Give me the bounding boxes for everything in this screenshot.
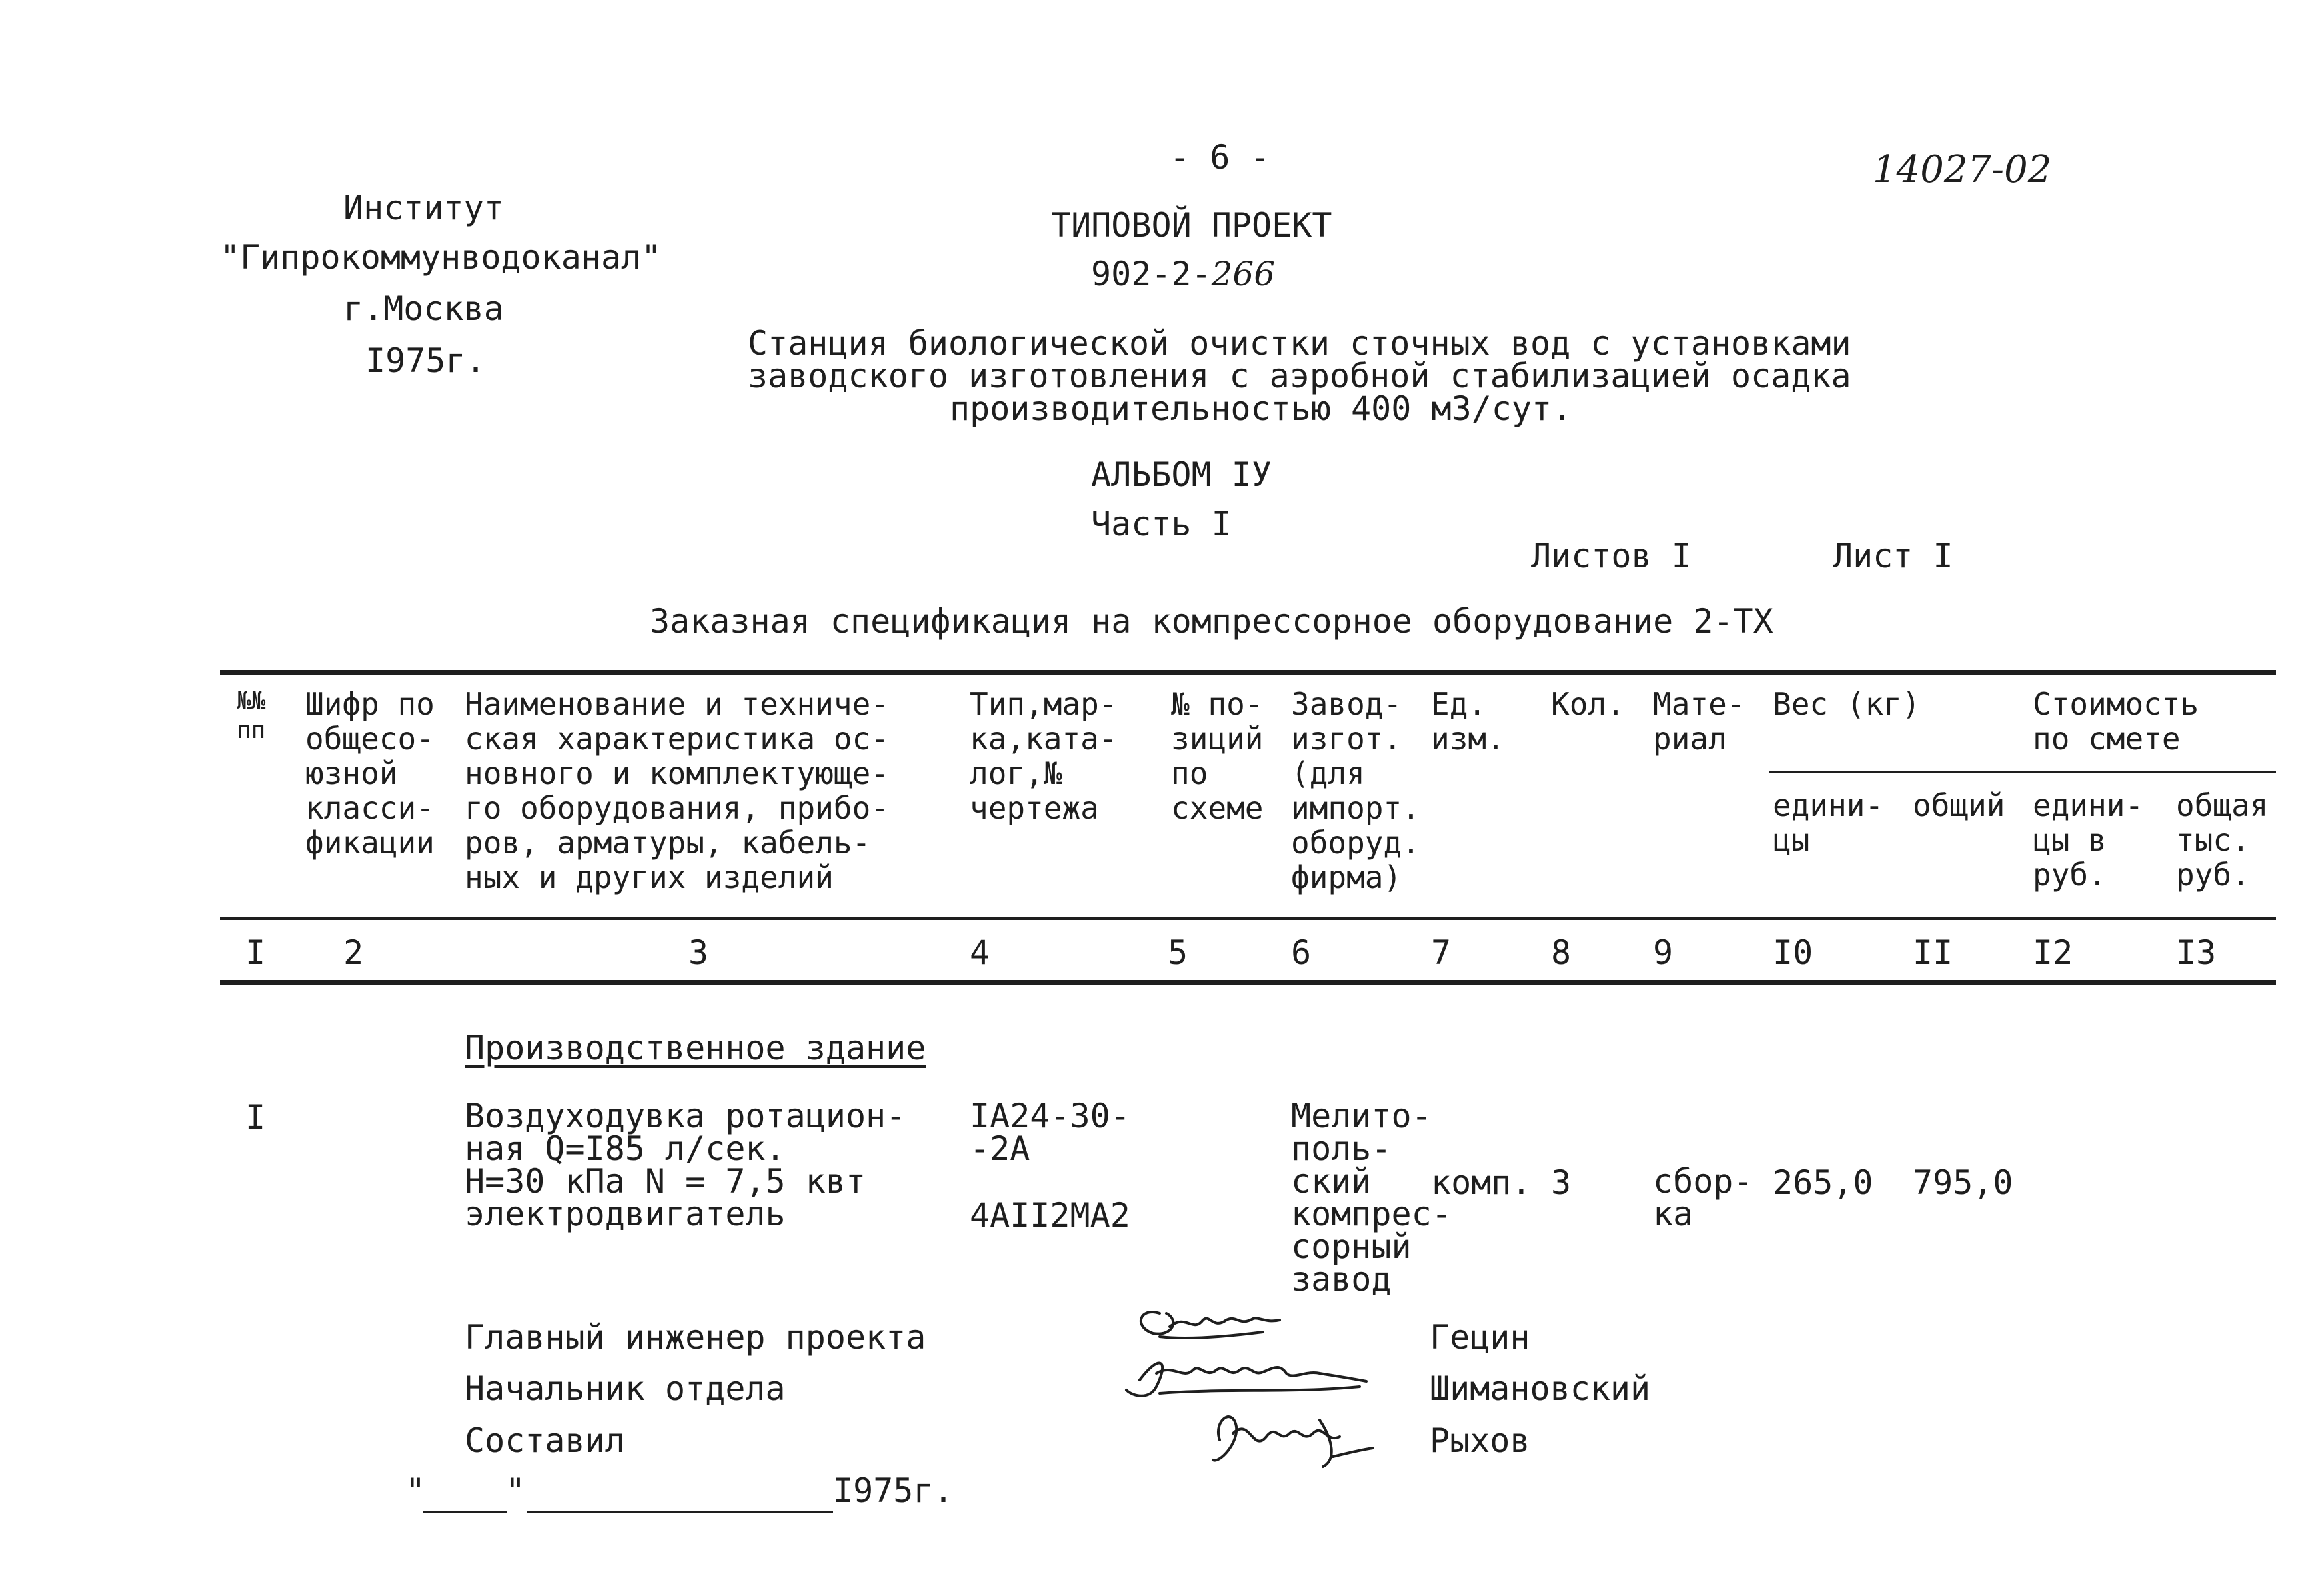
column-number: II [1913,933,1953,972]
project-number-prefix: 902-2- [1091,255,1212,293]
page-number: - 6 - [1170,138,1270,177]
project-number-suffix: 266 [1211,255,1276,293]
row-qty: 3 [1551,1163,1572,1202]
signature-name: Рыхов [1430,1421,1530,1460]
column-number: 5 [1168,933,1188,972]
subheader-cost-total: общая тыс. руб. [2176,787,2269,893]
subheader-cost-unit: едини- цы в руб. [2033,787,2144,893]
signature-name: Шимановский [1430,1369,1651,1408]
table-top-rule [220,670,2276,675]
album: АЛЬБОМ IУ [1091,455,1272,494]
row-unit: комп. [1431,1163,1532,1202]
column-numbers-rule [220,980,2276,985]
header-factory: Завод- изгот. (для импорт. оборуд. фирма) [1291,686,1420,895]
header-name: Наименование и техниче- ская характеристика ос- новного и комплектующе- го оборудования, прибо- ров, арматуры, кабель- ных и других изделий [465,686,889,895]
sheet-number: Лист I [1833,537,1953,575]
date-day-blank [423,1511,507,1513]
row-weight-total: 795,0 [1913,1163,2013,1202]
row-type-motor: 4АII2МА2 [970,1196,1130,1235]
date-quote-close: " [505,1471,526,1510]
signature-name: Гецин [1430,1318,1530,1357]
date-quote-open: " [405,1471,426,1510]
date-year: I975г. [833,1471,954,1510]
column-number: 4 [970,933,990,972]
subheader-rule [1769,771,2276,773]
row-factory: Мелито- поль- ский компрес- сорный завод [1291,1097,1452,1299]
project-title-line-3: производительностью 400 м3/сут. [950,389,1572,428]
column-number: 7 [1431,933,1452,972]
project-title-line-1: Станция биологической очистки сточных вод с установками [748,324,1851,363]
document-code: 14027-02 [1873,148,2052,191]
institute-label: Институт [343,189,504,227]
header-cost: Стоимость по смете [2033,686,2199,757]
row-type-blower: IA24-30- -2А [970,1097,1130,1168]
column-number: I2 [2033,933,2073,972]
header-type: Тип,мар- ка,ката- лог,№ чертежа [970,686,1118,826]
row-weight-unit: 265,0 [1773,1163,1873,1202]
header-code: Шифр по общесо- юзной класси- фикации [305,686,435,861]
header-qty: Кол. [1551,686,1625,722]
subheader-weight-unit: едини- цы [1773,787,1884,858]
specification-title: Заказная спецификация на компрессорное оборудование 2-ТХ [650,602,1773,641]
institute-city: г.Москва [343,289,504,328]
signature-role: Главный инженер проекта [465,1318,926,1357]
project-title-line-2: заводского изготовления с аэробной стабилизацией осадка [748,357,1851,395]
institute-name: "Гипрокоммунводоканал" [220,238,662,277]
header-num: №№ пп [237,687,266,744]
header-weight: Вес (кг) [1773,686,1921,722]
sheets-total: Листов I [1531,537,1692,575]
column-number: 9 [1653,933,1674,972]
project-type: ТИПОВОЙ ПРОЕКТ [1051,206,1332,245]
handwritten-signatures [1120,1300,1413,1487]
subheader-weight-total: общий [1913,787,2005,823]
column-number: 8 [1551,933,1572,972]
part: Часть I [1091,505,1232,543]
column-number: I0 [1773,933,1813,972]
header-bottom-rule [220,917,2276,920]
institute-year: I975г. [365,341,486,380]
date-month-blank [527,1511,833,1513]
header-unit: Ед. изм. [1431,686,1505,757]
row-number: I [245,1098,266,1137]
signature-role: Начальник отдела [465,1369,786,1408]
column-number: I [245,933,266,972]
signature-role: Составил [465,1421,625,1460]
column-number: 6 [1291,933,1312,972]
row-material: сбор- ка [1653,1162,1753,1233]
header-material: Мате- риал [1653,686,1745,757]
section-title: Производственное здание [465,1029,926,1067]
column-number: 3 [688,933,709,972]
row-name: Воздуходувка ротацион- ная Q=I85 л/сек. Н=30 кПа N = 7,5 квт электродвигатель [465,1097,906,1233]
project-number [1091,257,1275,291]
column-number: 2 [343,933,364,972]
column-number: I3 [2176,933,2217,972]
header-position: № по- зиций по схеме [1171,686,1264,826]
